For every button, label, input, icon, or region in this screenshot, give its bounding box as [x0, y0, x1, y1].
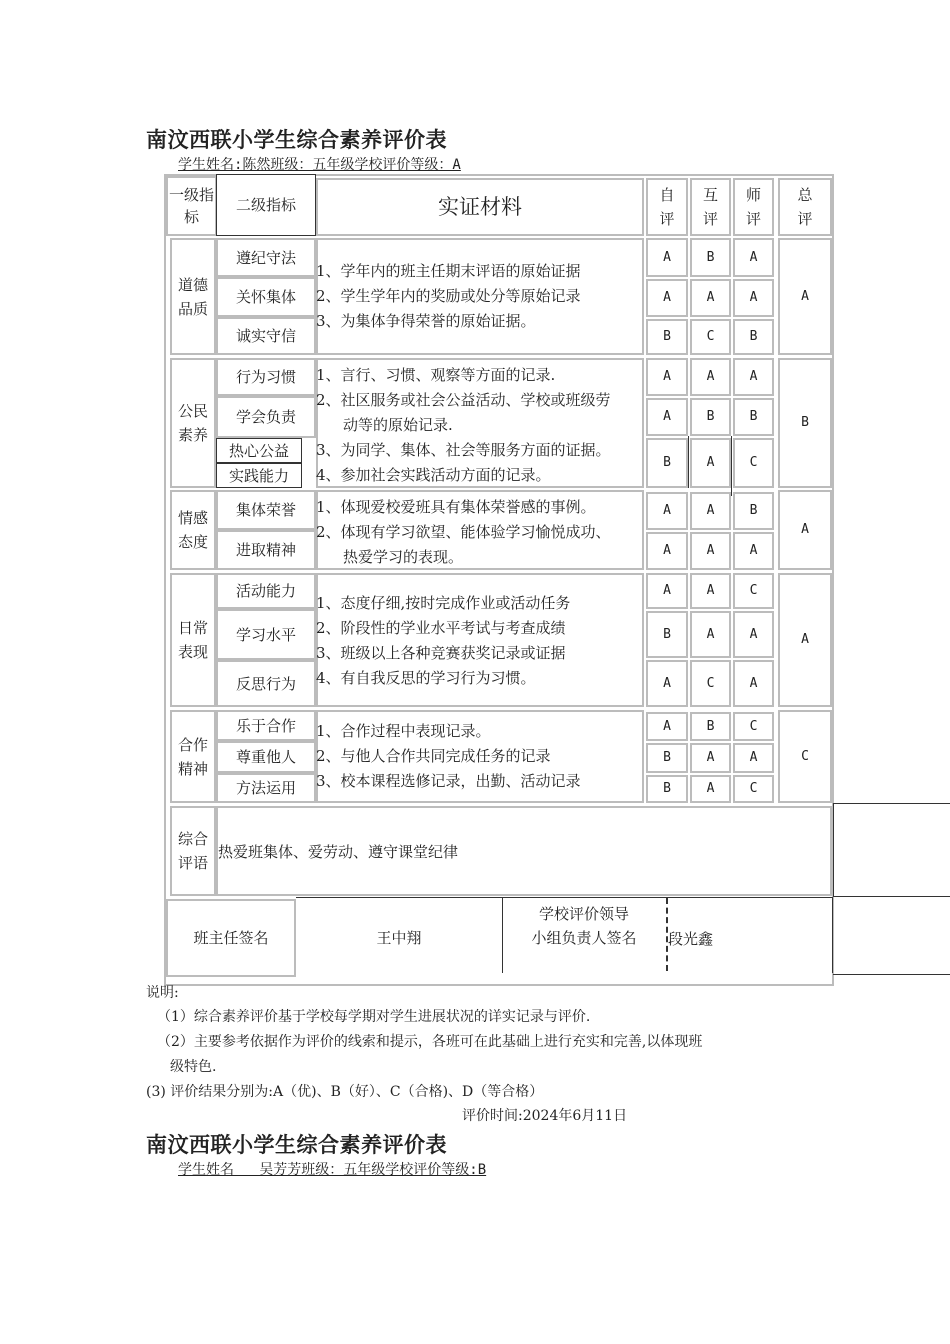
group-moral-label	[170, 238, 216, 355]
sub-discipline: 遵纪守法	[216, 238, 316, 277]
grade-cell: A	[690, 438, 731, 488]
group-daily-label	[170, 573, 216, 707]
grid-line	[296, 897, 833, 898]
group-cooperation-line2: 精神	[177, 759, 208, 778]
grade-cell: A	[733, 279, 774, 317]
student-info-line: 学生姓名:陈然班级：五年级学校评价等级：A	[178, 157, 461, 173]
header-level2: 二级指标	[216, 174, 316, 236]
comment-label-line2: 评语	[177, 854, 208, 872]
grade-cell: A	[733, 238, 774, 277]
grade-cell: A	[646, 660, 688, 707]
grade-cell: B	[646, 319, 688, 355]
header-total-eval	[778, 178, 832, 236]
grid-line	[502, 897, 503, 973]
sub-honesty: 诚实守信	[216, 317, 316, 355]
grade-cell: B	[690, 238, 731, 277]
sub-behavior-habits: 行为习惯	[216, 358, 316, 396]
group-civic-line1: 公民	[177, 402, 208, 420]
grade-cell: B	[646, 743, 688, 773]
grade-cell: A	[646, 398, 688, 436]
evidence-emotion	[316, 495, 611, 570]
evidence-line: 动等的原始记录.	[343, 416, 453, 434]
header-self-line2: 评	[659, 210, 675, 228]
grid-line	[731, 436, 732, 496]
group-cooperation-line1: 合作	[177, 735, 208, 754]
sub-care-collective: 关怀集体	[216, 277, 316, 317]
header-total-line1: 总	[797, 186, 813, 204]
grade-cell: B	[646, 775, 688, 803]
grid-line	[832, 897, 833, 973]
header-peer-line1: 互	[702, 186, 718, 204]
evidence-line: 1、合作过程中表现记录。	[316, 722, 491, 740]
grade-cell: B	[690, 398, 731, 436]
evidence-line: 2、与他人合作共同完成任务的记录	[316, 747, 551, 765]
grid-line	[833, 974, 950, 975]
grade-cell: A	[733, 532, 774, 570]
total-grade-cell: A	[778, 490, 832, 570]
group-emotion-line1: 情感	[177, 509, 208, 527]
grade-cell: B	[690, 712, 731, 741]
leader-signature-label	[504, 902, 664, 950]
sub-public-welfare: 热心公益	[216, 438, 302, 463]
header-level1	[166, 176, 217, 236]
grade-cell: A	[646, 712, 688, 741]
notes-heading: 说明:	[146, 985, 179, 1001]
header-evidence: 实证材料	[316, 178, 644, 236]
total-grade-cell: B	[778, 358, 832, 488]
second-student-info-line: 学生姓名 吴芳芳班级：五年级学校评价等级:B	[178, 1162, 487, 1178]
header-peer-eval	[690, 178, 731, 236]
grade-cell: B	[733, 398, 774, 436]
evidence-civic	[316, 363, 611, 488]
sub-reflection: 反思行为	[216, 660, 316, 707]
group-daily-line2: 表现	[177, 643, 208, 661]
group-emotion-line2: 态度	[177, 533, 208, 551]
grade-cell: A	[733, 743, 774, 773]
sub-collective-honor: 集体荣誉	[216, 490, 316, 530]
grade-cell: A	[690, 775, 731, 803]
comment-label-line1: 综合	[177, 830, 208, 848]
sub-responsibility: 学会负责	[216, 396, 316, 438]
grade-cell: C	[733, 712, 774, 741]
grade-cell: A	[733, 660, 774, 707]
evidence-line: 1、学年内的班主任期末评语的原始证据	[316, 262, 581, 280]
grade-cell: A	[690, 532, 731, 570]
page-title: 南汶西联小学生综合素养评价表	[146, 128, 447, 152]
grade-cell: A	[733, 611, 774, 658]
evidence-line: 3、校本课程选修记录，出勤、活动记录	[316, 772, 581, 790]
grade-cell: A	[690, 492, 731, 530]
evidence-line: 2、体现有学习欲望、能体验学习愉悦成功、	[316, 523, 611, 541]
comment-label	[170, 806, 216, 896]
evidence-line: 2、社区服务或社会公益活动、学校或班级劳	[316, 391, 611, 409]
header-self-eval	[646, 178, 688, 236]
teacher-signature-name: 王中翔	[376, 929, 422, 947]
grade-cell: A	[646, 238, 688, 277]
total-grade-cell: C	[778, 710, 832, 803]
group-moral-line2: 品质	[177, 299, 208, 318]
group-cooperation-label	[170, 710, 216, 803]
grade-cell: A	[690, 573, 731, 609]
note-item-3: (3) 评价结果分别为:A（优)、B（好）、C（合格)、D（等合格）	[146, 1084, 544, 1100]
evidence-line: 3、为同学、集体、社会等服务方面的证据。	[316, 441, 611, 459]
grade-cell: B	[646, 438, 688, 488]
header-level1-line1: 一级指	[168, 186, 214, 204]
group-civic-line2: 素养	[177, 426, 208, 444]
total-grade-cell: A	[778, 238, 832, 355]
evidence-line: 2、学生学年内的奖励或处分等原始记录	[316, 287, 581, 305]
second-page-title: 南汶西联小学生综合素养评价表	[146, 1133, 447, 1157]
header-teacher-eval	[733, 178, 774, 236]
header-teacher-line1: 师	[745, 186, 761, 204]
grade-cell: B	[733, 492, 774, 530]
header-teacher-line2: 评	[745, 210, 761, 228]
sub-practice-ability: 实践能力	[216, 463, 302, 488]
sub-enterprising-spirit: 进取精神	[216, 530, 316, 570]
sub-study-level: 学习水平	[216, 609, 316, 660]
header-peer-line2: 评	[702, 210, 718, 228]
note-item-2-cont: 级特色.	[170, 1059, 217, 1075]
grade-cell: A	[733, 358, 774, 396]
grade-cell: C	[733, 438, 774, 488]
grade-cell: A	[690, 743, 731, 773]
grade-cell: C	[733, 775, 774, 803]
evidence-daily	[316, 591, 570, 691]
grade-cell: A	[646, 532, 688, 570]
grade-cell: B	[733, 319, 774, 355]
evidence-line: 1、态度仔细,按时完成作业或活动任务	[316, 594, 571, 612]
evidence-line: 1、体现爱校爱班具有集体荣誉感的事例。	[316, 498, 596, 516]
evidence-line: 3、为集体争得荣誉的原始证据。	[316, 312, 536, 330]
header-level1-line2: 标	[183, 208, 199, 226]
evidence-line: 2、阶段性的学业水平考试与考查成绩	[316, 619, 566, 637]
sub-willing-cooperate: 乐于合作	[216, 710, 316, 741]
grade-cell: A	[646, 492, 688, 530]
header-self-line1: 自	[659, 186, 675, 204]
grade-cell: A	[646, 573, 688, 609]
header-total-line2: 评	[797, 210, 813, 228]
leader-signature-name: 段光鑫	[668, 930, 714, 948]
external-frame	[833, 803, 950, 897]
evidence-line: 4、参加社会实践活动方面的记录。	[316, 466, 551, 484]
group-moral-line1: 道德	[177, 275, 208, 294]
evidence-line: 1、言行、习惯、观察等方面的记录.	[316, 366, 556, 384]
evidence-line: 3、班级以上各种竞赛获奖记录或证据	[316, 644, 566, 662]
comment-text: 热爱班集体、爱劳动、遵守课堂纪律	[218, 843, 459, 861]
evaluation-date: 评价时间:2024年6月11日	[462, 1108, 628, 1124]
evidence-moral	[316, 259, 581, 334]
grid-line	[688, 436, 689, 488]
grade-cell: A	[690, 611, 731, 658]
grade-cell: C	[690, 319, 731, 355]
note-item-1: （1）综合素养评价基于学校每学期对学生进展状况的详实记录与评价.	[157, 1009, 591, 1025]
grade-cell: A	[690, 279, 731, 317]
grade-cell: C	[733, 573, 774, 609]
sub-method-use: 方法运用	[216, 773, 316, 803]
grade-cell: A	[646, 358, 688, 396]
note-item-2: （2）主要参考依据作为评价的线索和提示，各班可在此基础上进行充实和完善,以体现班	[157, 1034, 703, 1050]
total-grade-cell: A	[778, 573, 832, 707]
leader-label-line2: 小组负责人签名	[531, 929, 637, 947]
evidence-cooperation	[316, 719, 581, 794]
grade-cell: C	[690, 660, 731, 707]
sub-activity-ability: 活动能力	[216, 573, 316, 609]
evidence-line: 热爱学习的表现。	[343, 548, 464, 566]
group-daily-line1: 日常	[177, 619, 208, 637]
group-emotion-label	[170, 490, 216, 570]
grade-cell: B	[646, 611, 688, 658]
grade-cell: A	[646, 279, 688, 317]
evidence-line: 4、有自我反思的学习行为习惯。	[316, 669, 536, 687]
group-civic-label	[170, 358, 216, 488]
teacher-signature-label: 班主任签名	[166, 899, 296, 977]
sub-respect-others: 尊重他人	[216, 741, 316, 773]
leader-label-line1: 学校评价领导	[538, 905, 629, 923]
grade-cell: A	[690, 358, 731, 396]
